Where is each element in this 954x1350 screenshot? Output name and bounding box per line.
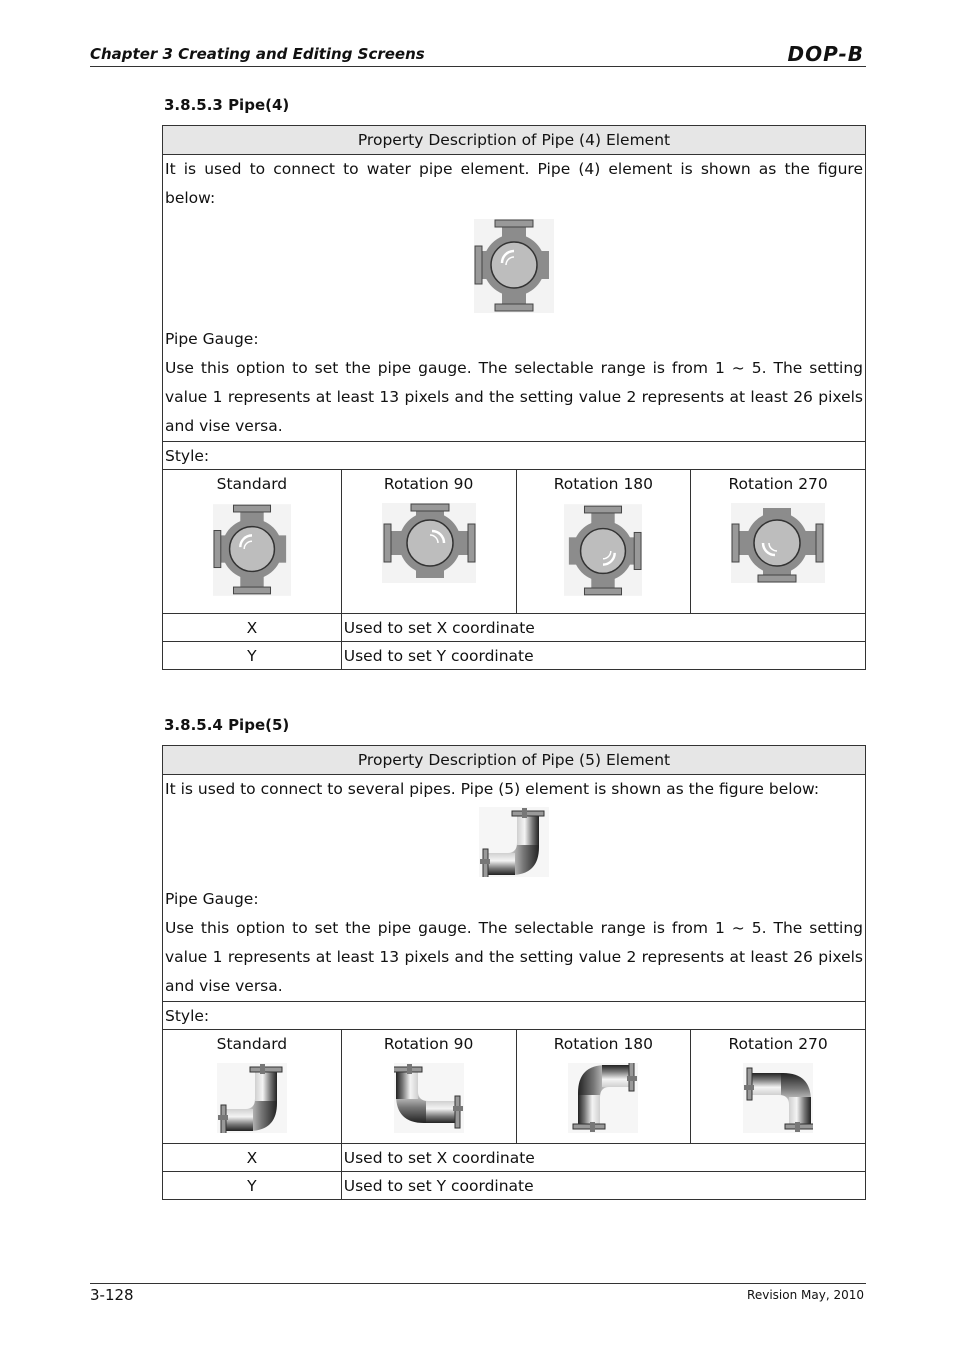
pipe4-style-label: Style: bbox=[163, 442, 866, 470]
pipe4-x-desc: Used to set X coordinate bbox=[341, 614, 865, 642]
style-label: Rotation 270 bbox=[728, 1035, 828, 1053]
pipe5-description: It is used to connect to several pipes. Pipe (5) element is shown as the figure below: bbox=[165, 780, 820, 798]
pipe5-table-head: Property Description of Pipe (5) Element bbox=[163, 746, 866, 775]
page-number: 3-128 bbox=[90, 1286, 134, 1304]
pipe4-rot90-icon bbox=[382, 503, 476, 583]
section-title-pipe5: 3.8.5.4 Pipe(5) bbox=[164, 716, 290, 734]
pipe5-property-table bbox=[162, 745, 866, 1200]
pipe5-style-rot180 bbox=[516, 1030, 691, 1144]
pipe4-cross-icon bbox=[474, 219, 554, 313]
pipe5-rot180-icon bbox=[568, 1063, 638, 1133]
pipe5-x-desc: Used to set X coordinate bbox=[341, 1144, 865, 1172]
pipe5-y-label: Y bbox=[163, 1172, 342, 1200]
pipe5-gauge-label: Pipe Gauge: bbox=[165, 890, 259, 908]
pipe5-standard-icon bbox=[217, 1063, 287, 1133]
pipe4-description: It is used to connect to water pipe element. Pipe (4) element is shown as the figure below: bbox=[165, 160, 863, 207]
pipe5-style-standard bbox=[163, 1030, 342, 1144]
pipe4-figure bbox=[165, 213, 863, 325]
brand-logo: DOP-B bbox=[787, 42, 864, 66]
pipe5-style-rot90 bbox=[341, 1030, 516, 1144]
pipe4-style-rot180 bbox=[516, 470, 691, 614]
page-footer bbox=[90, 1283, 866, 1304]
chapter-title: Chapter 3 Creating and Editing Screens bbox=[90, 45, 425, 63]
pipe4-rot180-icon bbox=[564, 503, 642, 597]
pipe4-rot270-icon bbox=[731, 503, 825, 583]
pipe5-rot90-icon bbox=[394, 1063, 464, 1133]
pipe4-style-rot270 bbox=[691, 470, 866, 614]
pipe4-property-table bbox=[162, 125, 866, 670]
pipe4-gauge-label: Pipe Gauge: bbox=[165, 330, 259, 348]
pipe4-table-head: Property Description of Pipe (4) Element bbox=[163, 126, 866, 155]
section-title-pipe4: 3.8.5.3 Pipe(4) bbox=[164, 96, 290, 114]
pipe4-gauge-text: Use this option to set the pipe gauge. The selectable range is from 1 ~ 5. The setting value 1 represents at least 13 pixels and the setting value 2 represents at least 26 pixels and vise versa. bbox=[165, 359, 863, 435]
pipe5-description-cell bbox=[163, 775, 866, 1002]
pipe4-y-label: Y bbox=[163, 642, 342, 670]
pipe5-style-rot270 bbox=[691, 1030, 866, 1144]
pipe4-description-cell bbox=[163, 155, 866, 442]
style-label: Rotation 90 bbox=[383, 475, 474, 493]
pipe4-standard-icon bbox=[213, 503, 291, 597]
pipe4-style-rot90 bbox=[341, 470, 516, 614]
style-label: Rotation 180 bbox=[553, 1035, 654, 1053]
pipe4-y-desc: Used to set Y coordinate bbox=[341, 642, 865, 670]
style-label: Rotation 90 bbox=[383, 1035, 474, 1053]
style-label: Standard bbox=[216, 475, 288, 493]
pipe5-rot270-icon bbox=[743, 1063, 813, 1133]
style-label: Standard bbox=[216, 1035, 288, 1053]
pipe5-y-desc: Used to set Y coordinate bbox=[341, 1172, 865, 1200]
style-label: Rotation 180 bbox=[553, 475, 654, 493]
pipe4-style-standard bbox=[163, 470, 342, 614]
pipe5-figure bbox=[165, 804, 863, 885]
pipe4-x-label: X bbox=[163, 614, 342, 642]
revision-date: Revision May, 2010 bbox=[747, 1288, 864, 1302]
pipe5-elbow-icon bbox=[479, 807, 549, 877]
pipe5-x-label: X bbox=[163, 1144, 342, 1172]
style-label: Rotation 270 bbox=[728, 475, 828, 493]
pipe5-style-label: Style: bbox=[163, 1002, 866, 1030]
page-header bbox=[90, 44, 866, 67]
pipe5-gauge-text: Use this option to set the pipe gauge. The selectable range is from 1 ~ 5. The setting value 1 represents at least 13 pixels and the setting value 2 represents at least 26 pixels and vise versa. bbox=[165, 919, 863, 995]
